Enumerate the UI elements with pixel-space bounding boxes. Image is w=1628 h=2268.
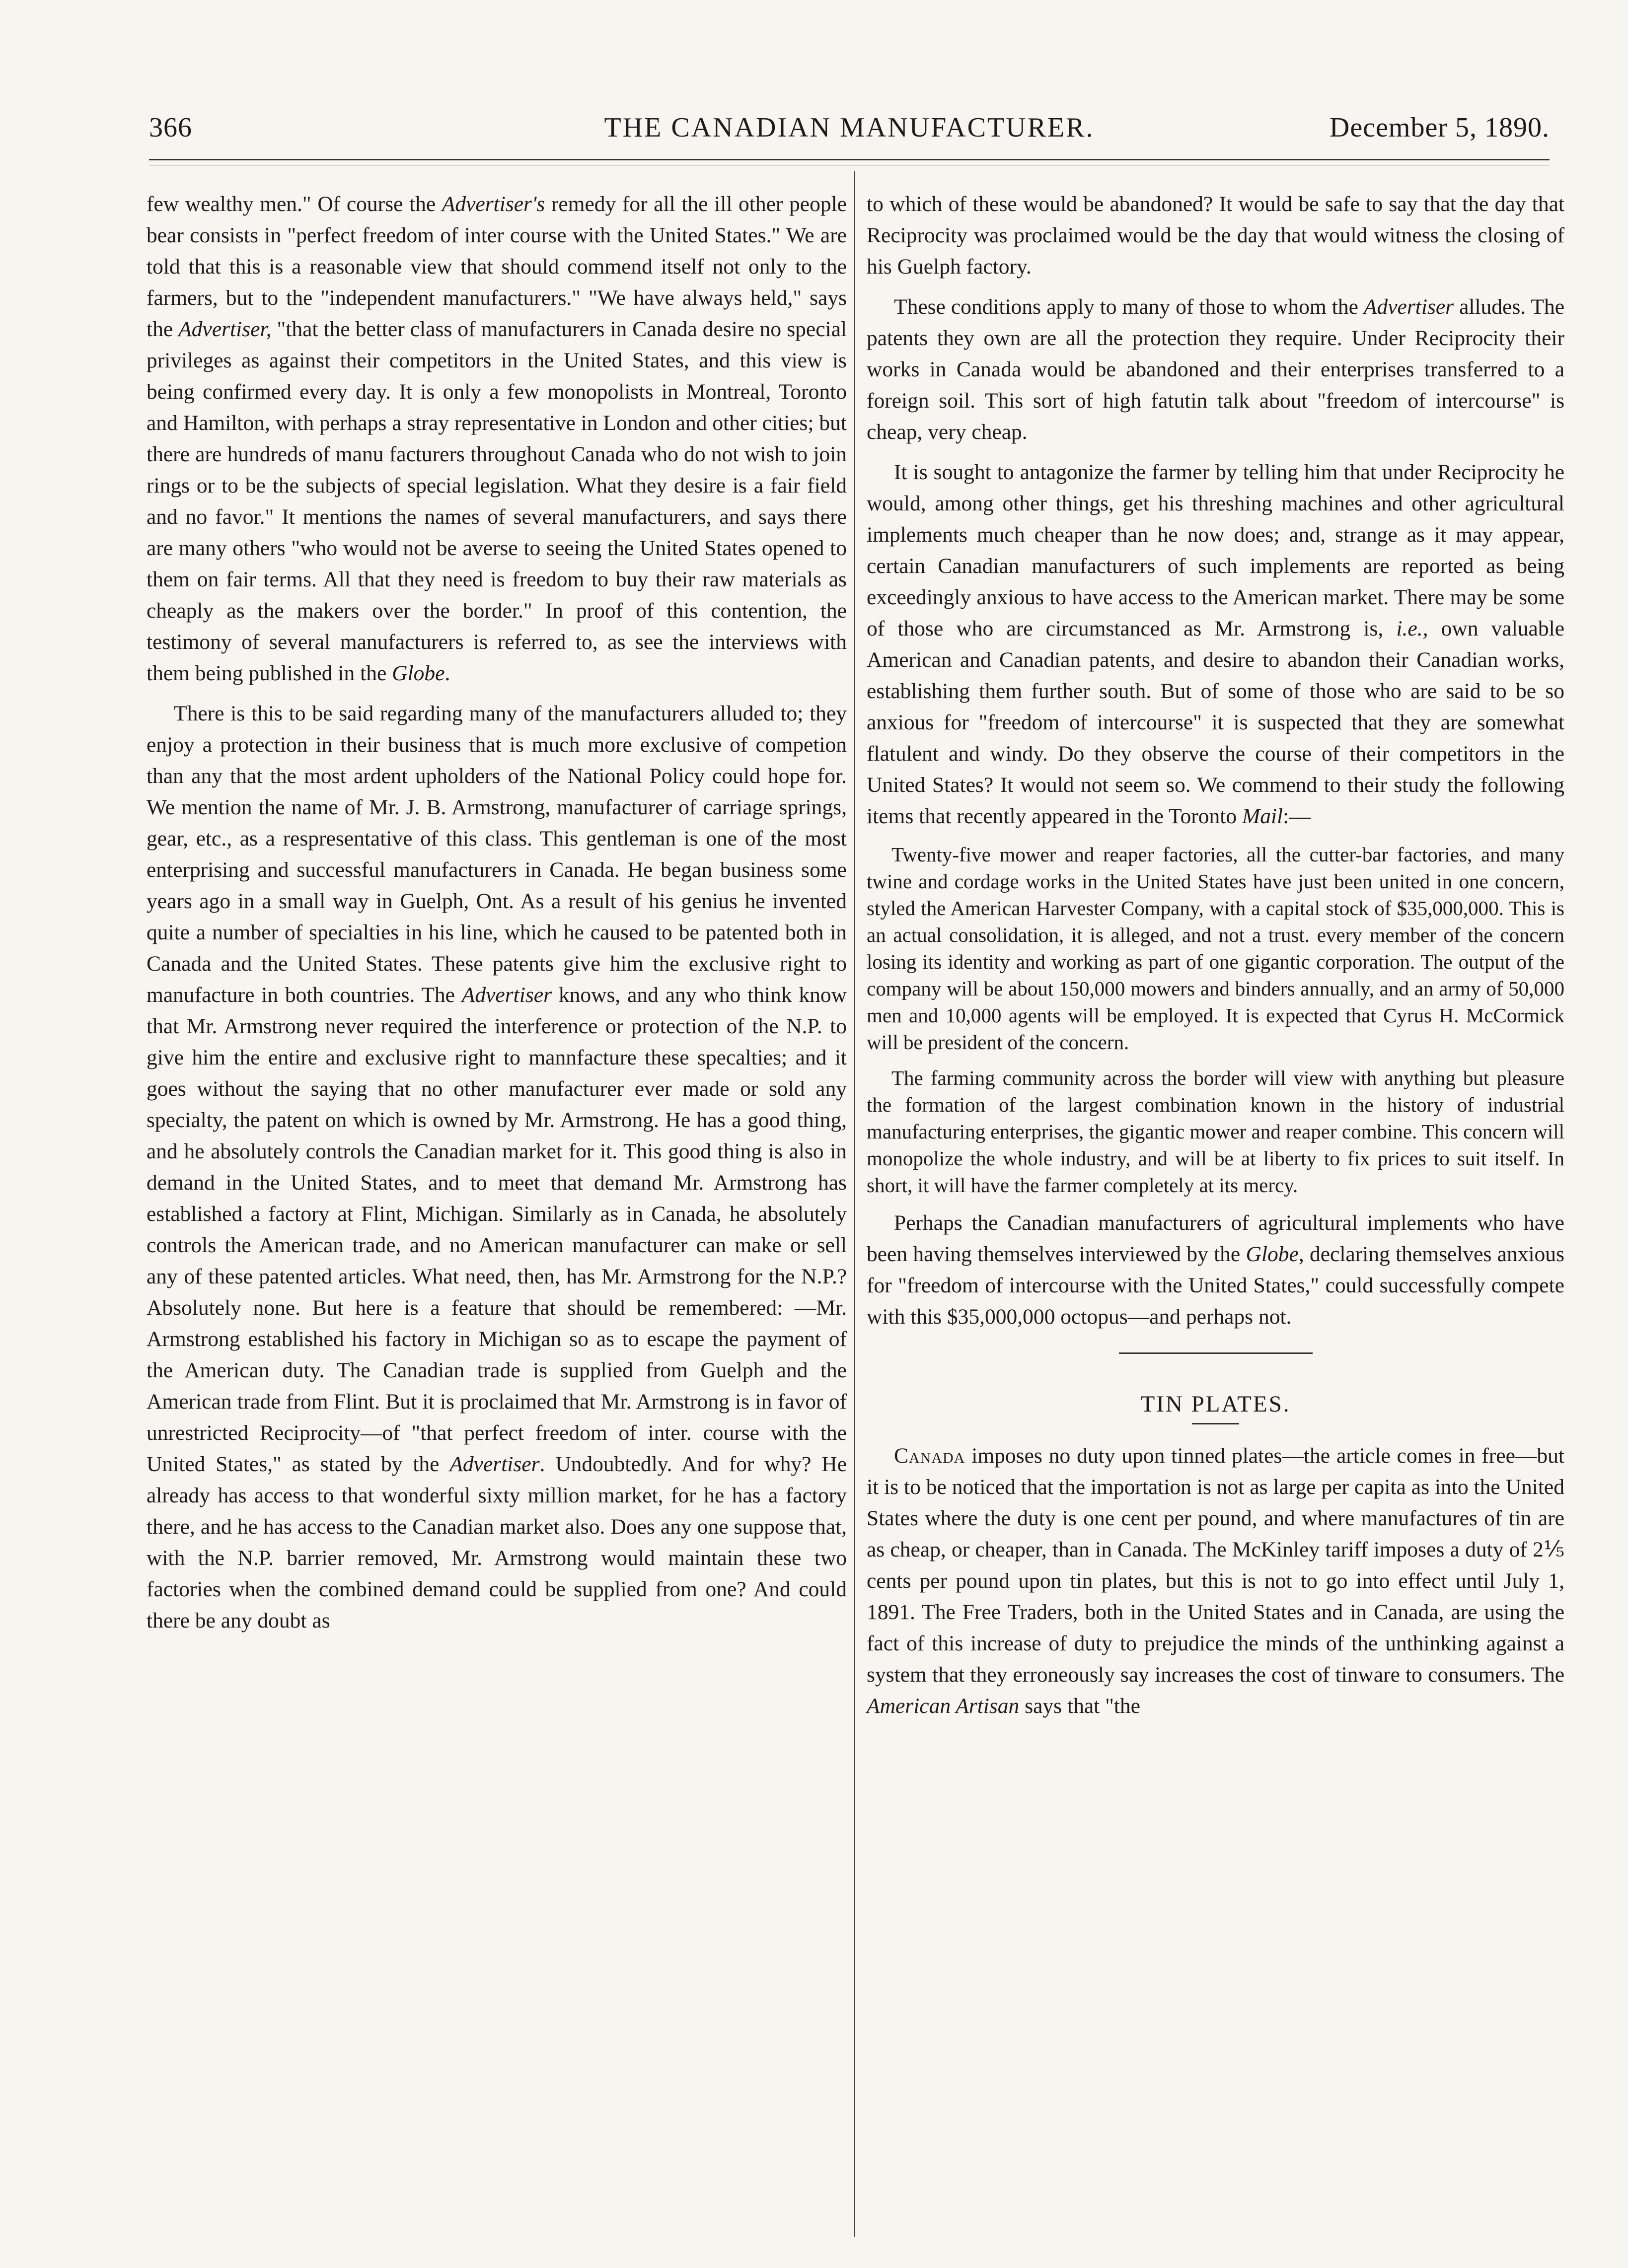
header-rule bbox=[149, 159, 1550, 160]
issue-date: December 5, 1890. bbox=[1329, 112, 1550, 143]
paragraph: It is sought to antagonize the farmer by telling him that under Reciprocity he would, among other things, get his threshing machines and other agricultural implements much cheaper than he now does; and, strange as it may appear, certain Canadian manufacturers of such implements are reported as being exceedingly anxious to have access to the American market. There may be some of those who are circumstanced as Mr. Armstrong is, i.e., own valuable American and Canadian patents, and desire to abandon their Canadian works, establishing them further south. But of some of those who are said to be so anxious for "freedom of intercourse" it is suspected that they are somewhat flatulent and windy. Do they observe the course of their competitors in the United States? It would not seem so. We commend to their study the following items that recently appeared in the Toronto Mail:— bbox=[867, 460, 1564, 828]
paragraph: few wealthy men." Of course the Advertiser's remedy for all the ill other people bear consists in "perfect freedom of inter course with the United States." We are told that this is a reasonable view that should commend itself not only to the farmers, but to the "independent manufacturers." "We have always held," says the Advertiser, "that the better class of manufacturers in Canada desire no special privileges as against their competitors in the United States, and this view is being confirmed every day. It is only a few monopolists in Montreal, Toronto and Hamilton, with perhaps a stray representative in London and other cities; but there are hundreds of manu facturers throughout Canada who do not wish to join rings or to be the subjects of special legislation. What they desire is a fair field and no favor." It mentions the names of several manufacturers, and says there are many others "who would not be averse to seeing the United States opened to them on fair terms. All that they need is freedom to buy their raw materials as cheaply as the makers over the border." In proof of this contention, the testimony of several manufacturers is referred to, as see the interviews with them being published in the Globe. bbox=[147, 192, 847, 685]
page-number: 366 bbox=[149, 112, 192, 143]
paragraph: There is this to be said regarding many of the manufacturers alluded to; they enjoy a protection in their business that is much more exclusive of competion than any that the most ardent upholders of the National Policy could hope for. We mention the name of Mr. J. B. Armstrong, manufacturer of carriage springs, gear, etc., as a respresentative of this class. This gentleman is one of the most enterprising and successful manufacturers in Canada. He began business some years ago in a small way in Guelph, Ont. As a result of his genius he invented quite a number of specialties in his line, which he caused to be patented both in Canada and the United States. These patents give him the exclusive right to manufacture in both countries. The Advertiser knows, and any who think know that Mr. Armstrong never required the interference or protection of the N.P. to give him the entire and exclusive right to mannfacture these specalties; and it goes without the saying that no other manufacturer ever made or sold any specialty, the patent on which is owned by Mr. Armstrong. He has a good thing, and he absolutely controls the Canadian market for it. This good thing is also in demand in the United States, and to meet that demand Mr. Armstrong has established a factory at Flint, Michigan. Similarly as in Canada, he absolutely controls the American trade, and no American manufacturer can make or sell any of these patented articles. What need, then, has Mr. Armstrong for the N.P.? Absolutely none. But here is a feature that should be remembered: —Mr. Armstrong established his factory in Michigan so as to escape the payment of the American duty. The Canadian trade is supplied from Guelph and the American trade from Flint. But it is proclaimed that Mr. Armstrong is in favor of unrestricted Reciprocity—of "that perfect freedom of inter. course with the United States," as stated by the Advertiser. Undoubtedly. And for why? He already has access to that wonderful sixty million market, for he has a factory there, and he has access to the Canadian market also. Does any one suppose that, with the N.P. barrier removed, Mr. Armstrong would maintain these two factories when the combined demand could be supplied from one? And could there be any doubt as bbox=[147, 702, 847, 1632]
page-header bbox=[149, 112, 1550, 156]
section-heading: TIN PLATES. bbox=[1140, 1391, 1291, 1417]
heading-underline bbox=[1192, 1423, 1239, 1424]
publication-title: THE CANADIAN MANUFACTURER. bbox=[604, 112, 1095, 143]
quoted-item: Twenty-five mower and reaper factories, all the cutter-bar factories, and many twine and cordage works in the United States have just been united in one concern, styled the American Harvester Company, with a capital stock of $35,000,000. This is an actual consolidation, it is alleged, and not a trust. every member of the concern losing its identity and working as part of one gigantic corporation. The output of the company will be about 150,000 mowers and binders annually, and an army of 50,000 men and 10,000 agents will be employed. It is expected that Cyrus H. McCormick will be president of the concern. bbox=[867, 843, 1564, 1054]
paragraph: Perhaps the Canadian manufacturers of agricultural implements who have been having themselves interviewed by the Globe, declaring themselves anxious for "freedom of intercourse with the United States," could successfully compete with this $35,000,000 octopus—and perhaps not. bbox=[867, 1211, 1564, 1329]
paragraph: These conditions apply to many of those to whom the Advertiser alludes. The patents they own are all the protection they require. Under Reciprocity their works in Canada would be abandoned and their enterprises transferred to a foreign soil. This sort of high fatutin talk about "freedom of intercourse" is cheap, very cheap. bbox=[867, 295, 1565, 444]
left-column bbox=[147, 189, 847, 1645]
paragraph: Canada imposes no duty upon tinned plates—the article comes in free—but it is to be noticed that the importation is not as large per capita as into the United States where the duty is one cent per pound, and where manufactures of tin are as cheap, or cheaper, than in Canada. The McKinley tariff imposes a duty of 2⅕ cents per pound upon tin plates, but this is not to go into effect until July 1, 1891. The Free Traders, both in the United States and in Canada, are using the fact of this increase of duty to prejudice the minds of the unthinking against a system that they erroneously say increases the cost of tinware to consumers. The American Artisan says that "the bbox=[867, 1444, 1564, 1718]
paragraph: to which of these would be abandoned? It would be safe to say that the day that Reciprocity was proclaimed would be the day that would witness the closing of his Guelph factory. bbox=[867, 192, 1564, 279]
right-column bbox=[867, 189, 1564, 1731]
quoted-item: The farming community across the border will view with anything but pleasure the formation of the largest combination known in the history of industrial manufacturing enterprises, the gigantic mower and reaper combine. This concern will monopolize the whole industry, and will be at liberty to fix prices to suit itself. In short, it will have the farmer completely at its mercy. bbox=[867, 1066, 1564, 1197]
column-divider bbox=[854, 171, 855, 2237]
section-separator bbox=[1119, 1352, 1313, 1354]
